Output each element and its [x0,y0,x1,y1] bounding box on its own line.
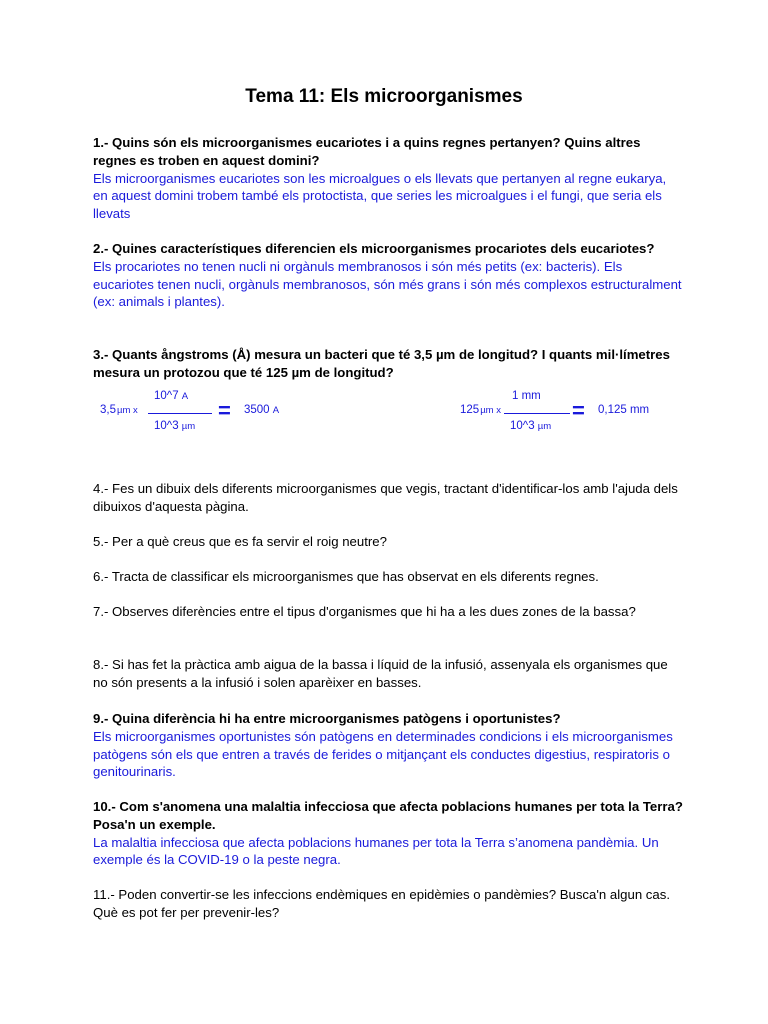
formula-1-numerator: 10^7 A [154,390,189,402]
question-2: 2.- Quines característiques diferencien els microorganismes procariotes dels eucariotes? [93,241,655,256]
formula-1-fraction-bar [148,413,212,414]
formula-1-result: 3500 A [244,404,280,416]
formula-1-equals: = [218,398,231,423]
question-1-block [93,134,683,223]
formula-1-denominator: 10^3 µm [154,420,196,432]
formula-2-denominator: 10^3 µm [510,420,552,432]
answer-1: Els microorganismes eucariotes son les microalgues o els llevats que pertanyen al regne eukarya, en aquest domini trobem també els protoctista, que series les microalgues i el fungi, que seria els llevats [93,170,667,222]
page-title: Tema 11: Els microorganismes [245,86,523,107]
formula-2-lhs: 125µm x [460,404,501,416]
question-2-block [93,240,683,311]
answer-2: Els procariotes no tenen nucli ni orgànuls membranosos i són més petits (ex: bacteris). Els eucariotes tenen nucli, orgànuls membranosos, són més grans i són més complexos estructuralment (ex: animals i plantes). [93,258,682,310]
question-4: 4.- Fes un dibuix dels diferents microorganismes que vegis, tractant d'identificar-los amb l'ajuda dels dibuixos d'aquesta pàgina. [93,481,678,514]
formula-2-fraction-bar [504,413,570,414]
question-5: 5.- Per a què creus que es fa servir el roig neutre? [93,534,387,549]
question-8: 8.- Si has fet la pràctica amb aigua de la bassa i líquid de la infusió, assenyala els organismes que no són presents a la infusió i solen aparèixer en basses. [93,657,668,690]
formula-1-lhs: 3,5µm x [100,404,138,416]
question-7-block [93,603,683,621]
question-9: 9.- Quina diferència hi ha entre microorganismes patògens i oportunistes? [93,711,561,726]
question-4-block [93,480,683,516]
answer-9: Els microorganismes oportunistes són patògens en determinades condicions i els microorganismes patògens són els que entren a través de ferides o mitjançant els conductes digestius, respiratoris o genitourinaris. [93,728,673,780]
question-10: 10.- Com s'anomena una malaltia infecciosa que afecta poblacions humanes per tota la Terra? Posa'n un exemple. [93,799,683,832]
formula-millimetre [460,388,680,444]
question-11-block [93,886,683,922]
question-8-block [93,656,683,692]
question-6: 6.- Tracta de classificar els microorganismes que has observat en els diferents regnes. [93,569,599,584]
question-6-block [93,568,683,586]
formula-2-equals: = [572,398,585,423]
question-1: 1.- Quins són els microorganismes eucariotes i a quins regnes pertanyen? Quins altres regnes es troben en aquest domini? [93,135,641,168]
question-9-block [93,710,683,781]
question-5-block [93,533,683,551]
question-10-block [93,798,683,869]
formula-angstrom [98,388,298,444]
question-3-block [93,346,683,382]
answer-10: La malaltia infecciosa que afecta poblacions humanes per tota la Terra s’anomena pandèmia. Un exemple és la COVID-19 o la peste negra. [93,834,659,868]
question-7: 7.- Observes diferències entre el tipus d'organismes que hi ha a les dues zones de la bassa? [93,604,636,619]
formula-2-result: 0,125 mm [598,404,650,416]
formula-2-numerator: 1 mm [512,390,541,402]
question-11: 11.- Poden convertir-se les infeccions endèmiques en epidèmies o pandèmies? Busca'n algun cas. Què es pot fer per prevenir-les? [93,887,670,920]
question-3: 3.- Quants ångstroms (Å) mesura un bacteri que té 3,5 µm de longitud? I quants mil·límetres mesura un protozou que té 125 µm de longitud? [93,347,670,380]
